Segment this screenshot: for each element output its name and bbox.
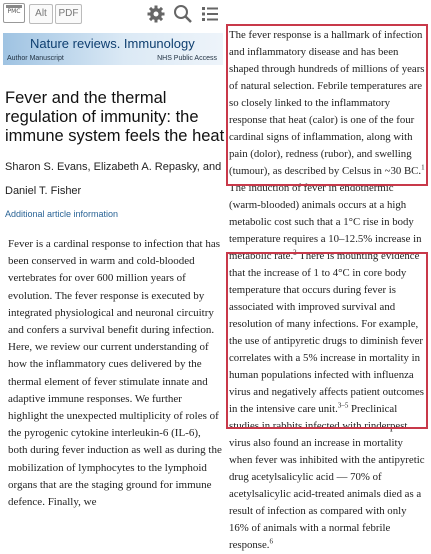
abstract-text: Fever is a cardinal response to infection that has been conserved in warm and cold-blooded vertebrates for over 600 million years of evolution. The fever response is executed by integrated physiological and neuronal circuitry and confers a survival benefit during infection. Here, we review our current understanding of how the inflammatory cues delivered by the thermal element of fever stimulate innate and adaptive immune responses. We further highlight the unexpected multiplicity of roles of the pyrogenic cytokine interleukin-6 (IL-6), both during fever induction as well as during the mobilization of lymphocytes to the lymphoid organs that are the staging ground for immune defence. Finally, we <box>8 238 222 509</box>
highlight-box <box>226 24 428 186</box>
body-paragraph: The fever response is a hallmark of infection and inflammatory disease and has been shaped through hundreds of millions of years of natural selection. Febrile temperatures are so closely linked to the inflammatory response that heat (calor) is one of the four cardinal signs of inflammation, along with pain (dolor), redness (rubor), and swelling (tumour), as described by Celsus in ~30 BC. <box>229 29 425 177</box>
reference-link[interactable]: 3–5 <box>337 401 349 410</box>
additional-info-link[interactable]: Additional article information <box>5 209 119 219</box>
pmc-label: PMC <box>7 8 21 15</box>
list-icon[interactable] <box>199 3 221 25</box>
reference-link[interactable]: 2 <box>293 248 297 257</box>
toolbar <box>0 0 226 30</box>
pmc-logo[interactable] <box>3 3 25 23</box>
article-title: Fever and the thermal regulation of immunity: the immune system feels the heat <box>5 89 225 145</box>
highlight-box <box>226 252 428 429</box>
journal-name: Nature reviews. Immunology <box>30 36 195 51</box>
body-paragraph: The induction of fever in endothermic (warm-blooded) animals occurs at a high metabolic cost such that a 1°C rise in body temperature requires a 10–12.5% increase in metabolic rate. <box>229 182 422 262</box>
alt-button[interactable]: Alt <box>29 4 53 24</box>
body-paragraph: Preclinical studies in rabbits infected with rinderpest virus also found an increase in mortality when fever was inhibited with the antipyretic drug acetylsalicylic acid — 70% of acetylsalicylic acid-treated animals died as a result of infection as compared with only 16% of animals with a normal febrile response. <box>229 403 425 551</box>
journal-banner <box>3 33 223 65</box>
author-line[interactable]: Daniel T. Fisher <box>5 185 82 197</box>
author-line[interactable]: Sharon S. Evans, Elizabeth A. Repasky, and <box>5 161 222 173</box>
body-paragraph: There is mounting evidence that the increase of 1 to 4°C in core body temperature that occurs during fever is associated with improved survival and resolution of many infections. For example, the use of antipyretic drugs to diminish fever correlates with a 5% increase in mortality in human populations infected with influenza virus and negatively affects patient outcomes in the intensive care unit. <box>229 250 424 415</box>
public-access-label: NHS Public Access <box>157 55 217 62</box>
reference-link[interactable]: 1 <box>421 163 425 172</box>
author-list <box>5 155 225 203</box>
author-manuscript-label: Author Manuscript <box>7 55 64 62</box>
reference-link[interactable]: 6 <box>269 537 273 546</box>
gear-icon[interactable] <box>145 3 167 25</box>
pdf-button[interactable]: PDF <box>55 4 82 24</box>
search-icon[interactable] <box>172 3 194 25</box>
